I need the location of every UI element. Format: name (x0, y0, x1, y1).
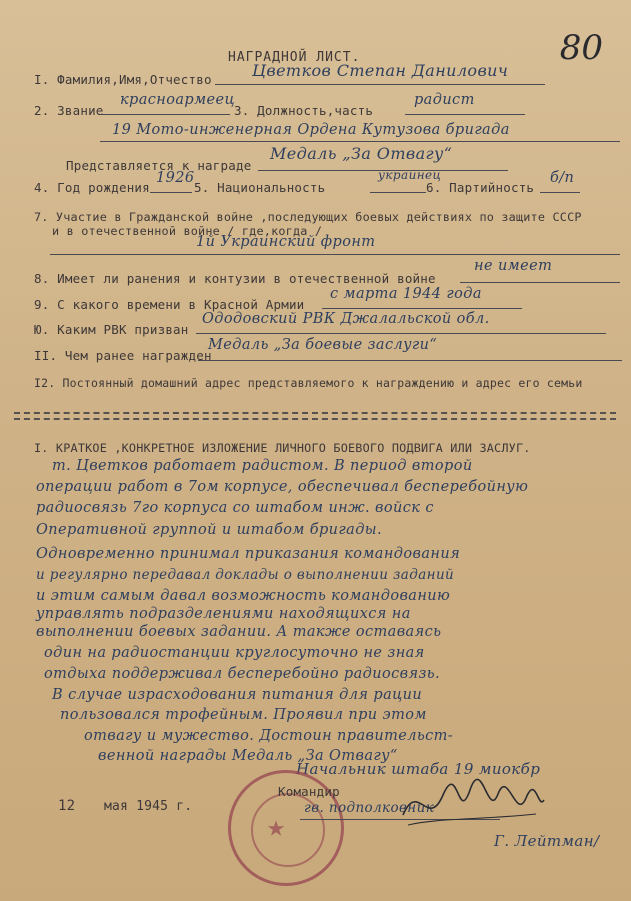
commander-rank: гв. подполковник (304, 800, 435, 816)
field-value-name: Цветков Степан Данилович (252, 61, 509, 80)
narrative-line: радиосвязь 7го корпуса со штабом инж. войск с (36, 500, 434, 516)
field-label-nationality: 5. Национальность (194, 180, 326, 195)
underline (405, 114, 525, 115)
field-value-service-since: с марта 1944 года (330, 286, 482, 302)
field-label-name: I. Фамилия,Имя,Отчество (34, 72, 212, 87)
handwritten-signature (398, 770, 548, 840)
narrative-line: В случае израсходования питания для рации (52, 687, 423, 703)
narrative-line: и регулярно передавал доклады о выполнении заданий (36, 567, 455, 583)
page-number: 80 (559, 28, 603, 68)
commander-label: Командир (278, 784, 340, 799)
narrative-line: и этим самым давал возможность командованию (36, 588, 451, 604)
field-value-unit: 19 Мото-инженерная Ордена Кутузова бригада (112, 122, 510, 138)
field-label-civil-war: 7. Участие в Гражданской войне ,последующих боевых действиях по защите СССР (34, 210, 582, 224)
field-value-rvk: Ододовский РВК Джалальской обл. (202, 311, 490, 327)
field-value-front: 1й Украинский фронт (196, 234, 376, 250)
separator-line (14, 418, 616, 420)
narrative-line: пользовался трофейным. Проявил при этом (60, 707, 427, 723)
narrative-line: отвагу и мужество. Достоин правительст- (84, 728, 454, 744)
underline (150, 192, 192, 193)
field-value-birth-year: 1926 (156, 170, 195, 186)
narrative-line: один на радиостанции круглосуточно не зная (44, 645, 425, 661)
field-label-wounds: 8. Имеет ли ранения и контузии в отечественной войне (34, 271, 436, 286)
field-value-party: б/п (550, 170, 575, 186)
field-value-position: радист (414, 92, 475, 108)
field-label-address: I2. Постоянный домашний адрес представляемого к награждению и адрес его семьи (34, 376, 583, 390)
narrative-line: венной награды Медаль „За Отвагу“ (98, 748, 398, 764)
narrative-line: т. Цветков работает радистом. В период второй (52, 458, 473, 474)
underline (540, 192, 580, 193)
field-value-award: Медаль „За Отвагу“ (270, 144, 453, 163)
field-value-nationality: украинец (378, 168, 442, 182)
narrative-line: отдыха поддерживал бесперебойно радиосвязь. (44, 666, 441, 682)
field-value-wounds: не имеет (474, 258, 553, 274)
underline (50, 254, 620, 255)
narrative-line: Одновременно принимал приказания командования (36, 546, 461, 562)
underline (100, 114, 230, 115)
field-label-rank: 2. Звание (34, 103, 104, 118)
narrative-line: операции работ в 7ом корпусе, обеспечивал бесперебойную (36, 479, 529, 495)
field-label-previous-awards: II. Чем ранее награжден (34, 348, 212, 363)
field-label-rvk: Ю. Каким РВК призван (34, 322, 189, 337)
document-title: НАГРАДНОЙ ЛИСТ. (228, 50, 361, 65)
chief-of-staff-line: Начальник штаба 19 миокбр (296, 760, 541, 778)
underline (460, 282, 620, 283)
underline (198, 360, 622, 361)
underline (215, 84, 545, 85)
underline (196, 333, 606, 334)
field-value-rank: красноармеец (120, 92, 236, 108)
narrative-line: выполнении боевых задании. А также оставаясь (36, 624, 442, 640)
narrative-line: Оперативной группой и штабом бригады. (36, 522, 383, 538)
date-day: 12 (58, 798, 76, 814)
date-month-year: мая 1945 г. (104, 799, 193, 814)
field-label-party: 6. Партийность (426, 180, 535, 195)
field-label-service-since: 9. С какого времени в Красной Армии (34, 297, 305, 312)
separator-line (14, 412, 616, 414)
underline (322, 308, 522, 309)
star-icon: ★ (267, 809, 286, 844)
field-label-birth-year: 4. Год рождения (34, 180, 150, 195)
field-label-award: Представляется к награде (66, 158, 252, 173)
narrative-line: управлять подразделениями находящихся на (36, 606, 411, 622)
field-label-position: 3. Должность,часть (234, 103, 374, 118)
underline (370, 192, 426, 193)
field-label-patriotic-war: и в отечественной войне / где,когда / (52, 224, 323, 238)
underline (100, 141, 620, 142)
field-value-previous-awards: Медаль „За боевые заслуги“ (208, 337, 438, 353)
section-title: I. КРАТКОЕ ,КОНКРЕТНОЕ ИЗЛОЖЕНИЕ ЛИЧНОГО БОЕВОГО ПОДВИГА ИЛИ ЗАСЛУГ. (34, 441, 531, 455)
signer-name: Г. Лейтман/ (494, 832, 600, 850)
